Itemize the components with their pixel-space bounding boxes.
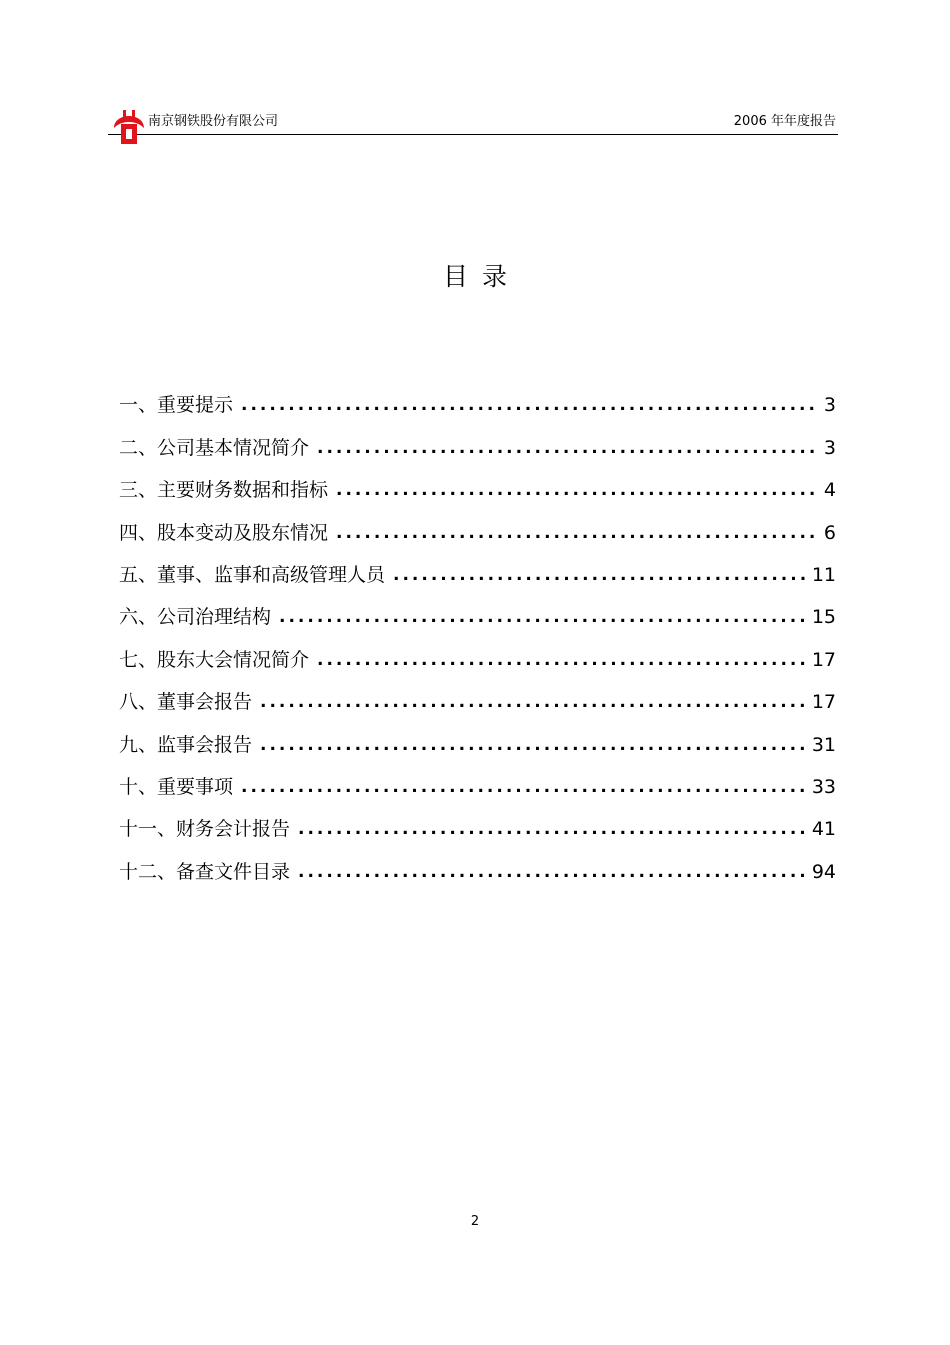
toc-entry-page: 3 (823, 394, 836, 417)
toc-entry-label: 一、重要提示 (119, 394, 234, 417)
toc-entry-label: 十一、财务会计报告 (119, 818, 291, 841)
report-title: 2006 年年度报告 (733, 114, 836, 129)
page-number: 2 (470, 1214, 480, 1229)
toc-entry-page: 41 (811, 818, 836, 841)
toc-dot-leader (336, 475, 814, 505)
toc-dot-leader (279, 602, 808, 632)
toc-entry[interactable] (119, 590, 836, 632)
toc-dot-leader (260, 687, 808, 717)
company-name: 南京钢铁股份有限公司 (148, 114, 279, 129)
toc-entry-page: 31 (811, 733, 836, 756)
toc-entry[interactable] (119, 802, 836, 844)
toc-entry[interactable] (119, 463, 836, 505)
toc-entry[interactable] (119, 717, 836, 759)
toc-entry[interactable] (119, 505, 836, 547)
toc-entry-page: 6 (823, 521, 836, 544)
toc-entry[interactable] (119, 378, 836, 420)
toc-entry-page: 33 (811, 775, 836, 798)
toc-entry-label: 六、公司治理结构 (119, 606, 272, 629)
table-of-contents (119, 378, 836, 887)
toc-dot-leader (317, 645, 808, 675)
toc-entry[interactable] (119, 844, 836, 886)
toc-entry-label: 五、董事、监事和高级管理人员 (119, 563, 386, 586)
toc-dot-leader (317, 433, 814, 463)
toc-entry[interactable] (119, 675, 836, 717)
toc-entry-label: 九、监事会报告 (119, 733, 253, 756)
toc-entry-page: 17 (811, 648, 836, 671)
toc-dot-leader (298, 814, 808, 844)
toc-dot-leader (336, 518, 814, 548)
toc-entry-page: 17 (811, 691, 836, 714)
toc-entry-label: 二、公司基本情况简介 (119, 436, 310, 459)
toc-entry-label: 十、重要事项 (119, 775, 234, 798)
toc-dot-leader (298, 857, 808, 887)
toc-entry[interactable] (119, 548, 836, 590)
toc-entry-label: 三、主要财务数据和指标 (119, 479, 329, 502)
toc-dot-leader (260, 730, 808, 760)
toc-entry-page: 3 (823, 436, 836, 459)
toc-entry[interactable] (119, 760, 836, 802)
toc-dot-leader (241, 772, 808, 802)
toc-entry-label: 四、股本变动及股东情况 (119, 521, 329, 544)
toc-entry-label: 七、股东大会情况简介 (119, 648, 310, 671)
company-logo-icon (110, 108, 148, 144)
toc-entry-label: 十二、备查文件目录 (119, 860, 291, 883)
toc-entry-label: 八、董事会报告 (119, 691, 253, 714)
toc-entry[interactable] (119, 420, 836, 462)
toc-entry[interactable] (119, 632, 836, 674)
toc-title: 目录 (442, 262, 521, 291)
page-header (108, 106, 838, 135)
toc-dot-leader (241, 390, 814, 420)
toc-entry-page: 4 (823, 479, 836, 502)
toc-entry-page: 11 (811, 563, 836, 586)
toc-entry-page: 94 (811, 860, 836, 883)
toc-entry-page: 15 (811, 606, 836, 629)
toc-dot-leader (393, 560, 808, 590)
